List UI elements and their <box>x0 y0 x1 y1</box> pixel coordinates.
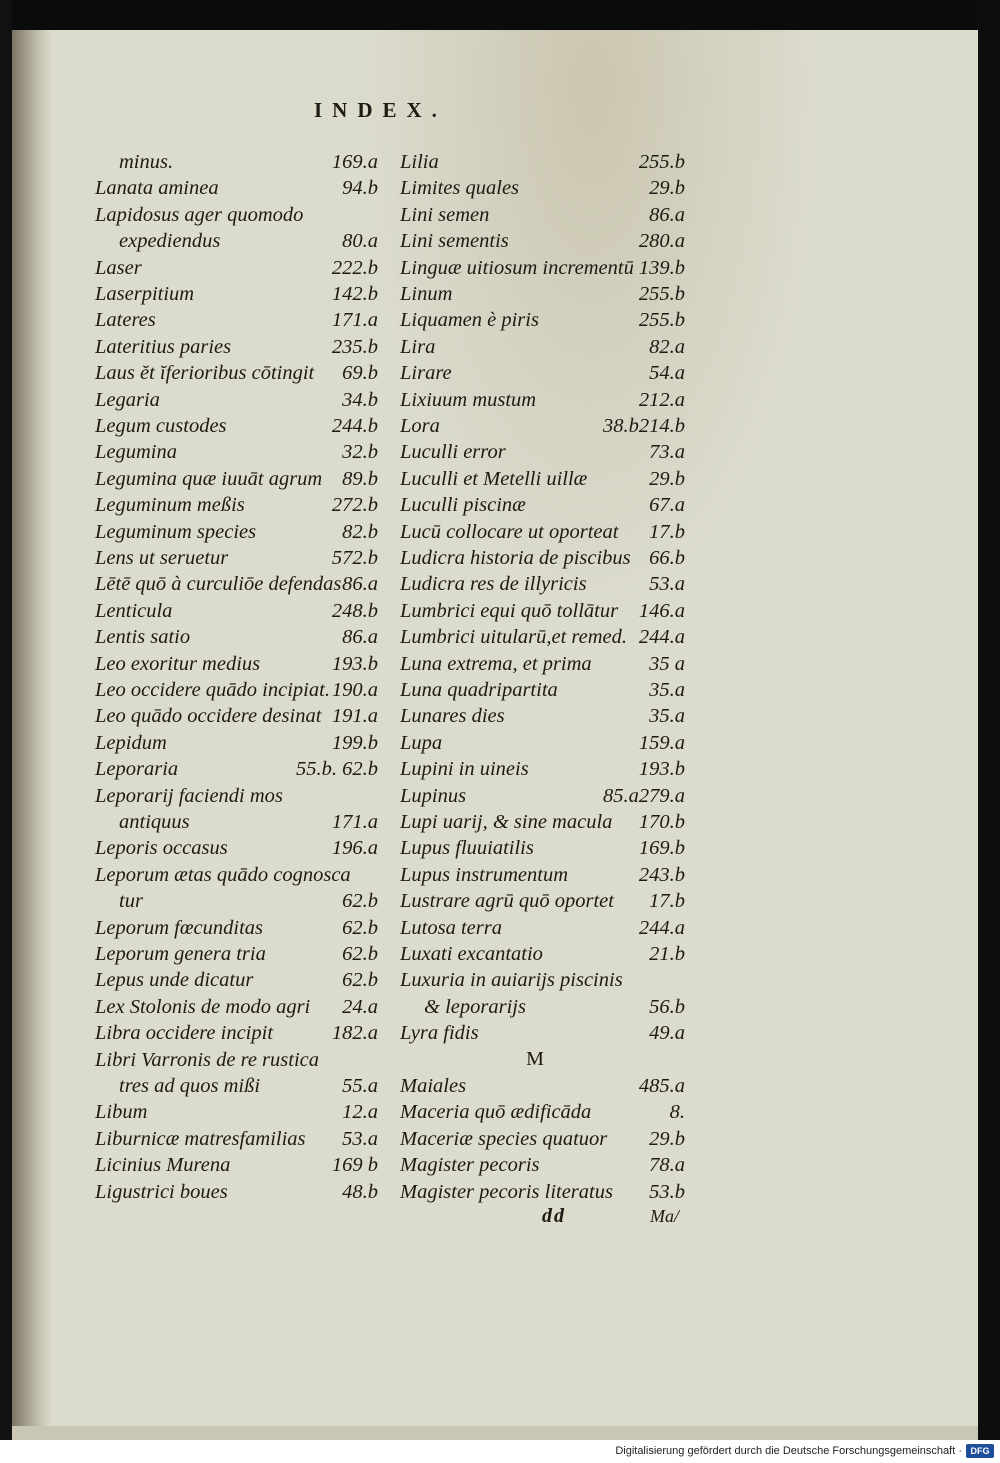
index-term: Lumbrici uitularū,et remed. <box>400 626 628 649</box>
index-term: Lupus fluuiatilis <box>400 837 534 860</box>
index-page-ref: 139.b <box>638 256 685 279</box>
index-term: Luculli error <box>400 441 506 464</box>
index-entry <box>95 835 378 861</box>
index-page-ref: 78.a <box>649 1154 685 1177</box>
index-page-ref: 244.a <box>638 626 685 649</box>
index-term: Laus ĕt ĭferioribus cōtingit <box>95 362 315 385</box>
index-page-ref: 35.a <box>649 679 685 701</box>
index-term: Luna quadripartita <box>400 679 558 701</box>
signature-mark: dd <box>542 1205 566 1227</box>
index-page-ref: 255.b <box>638 283 685 305</box>
index-term: Lupa <box>400 731 443 754</box>
index-term: Luculli et Metelli uillæ <box>400 467 588 490</box>
index-term: Ludicra historia de piscibus <box>400 547 631 569</box>
index-term: Legumina quæ iuuāt agrum <box>95 467 323 490</box>
index-entry <box>400 1073 685 1099</box>
page-bottom-edge <box>12 1426 978 1440</box>
index-entry <box>95 1073 378 1099</box>
index-term: Lora <box>400 415 440 437</box>
index-term: Legumina <box>95 441 177 464</box>
index-entry <box>400 334 685 360</box>
index-page-ref: 17.b <box>649 520 685 543</box>
index-term: Ligustrici boues <box>95 1180 228 1203</box>
index-entry <box>95 202 378 228</box>
index-page-ref: 171.a <box>331 309 378 332</box>
index-page-ref: 89.b <box>342 467 378 490</box>
index-page-ref: 38.b214.b <box>603 415 685 437</box>
index-term: Leporum ætas quādo cognosca <box>95 863 351 886</box>
index-term: Lentis satio <box>95 626 191 649</box>
index-term: Leguminum meßis <box>95 494 245 517</box>
index-entry <box>400 519 685 545</box>
index-term: Lepus unde dicatur <box>95 969 254 992</box>
index-entry <box>400 387 685 413</box>
index-term: Lenticula <box>95 599 173 622</box>
index-entry <box>95 439 378 465</box>
index-entry <box>95 967 378 993</box>
index-term: Lixiuum mustum <box>400 388 537 411</box>
index-term: Lustrare agrū quō oportet <box>400 890 614 913</box>
index-page-ref: 53.a <box>342 1127 378 1150</box>
index-entry <box>95 888 378 914</box>
index-entry <box>400 1179 685 1205</box>
index-page-ref: 67.a <box>649 494 685 517</box>
index-entry <box>400 677 685 703</box>
index-page-ref: 159.a <box>638 731 685 754</box>
index-page-ref: 80.a <box>342 230 378 253</box>
index-page-ref: 55.b. 62.b <box>296 758 378 781</box>
index-term: Luculli piscinæ <box>400 494 526 517</box>
index-term: Legum custodes <box>95 415 227 437</box>
index-term: Leo occidere quādo incipiat. <box>95 679 330 701</box>
index-entry <box>400 967 685 993</box>
index-page-ref: 212.a <box>638 388 685 411</box>
scan-top-border <box>0 0 1000 30</box>
index-page-ref: 222.b <box>331 256 378 279</box>
page-gutter-shadow <box>12 30 52 1440</box>
index-term: Lupini in uineis <box>400 758 529 781</box>
index-page-ref: 182.a <box>331 1022 378 1045</box>
index-page-ref: 199.b <box>331 731 378 754</box>
index-page-ref: 48.b <box>342 1180 378 1203</box>
index-page-ref: 29.b <box>649 1127 685 1150</box>
index-entry <box>95 492 378 518</box>
index-term: Lilia <box>400 151 439 173</box>
index-page-ref: 62.b <box>342 969 378 992</box>
index-term: Maiales <box>400 1075 467 1097</box>
index-entry <box>400 651 685 677</box>
index-page-ref: 272.b <box>331 494 378 517</box>
index-entry <box>400 571 685 597</box>
index-page-ref: 86.a <box>342 626 378 649</box>
index-entry <box>400 888 685 914</box>
index-term: Leo exoritur medius <box>95 652 261 675</box>
index-term: Luxuria in auiarijs piscinis <box>400 969 623 992</box>
index-entry <box>400 598 685 624</box>
index-term: Leporum fœcunditas <box>95 916 263 939</box>
index-entry <box>95 149 378 175</box>
index-page-ref: 193.b <box>331 652 378 675</box>
index-entry <box>95 941 378 967</box>
index-term: Luna extrema, et prima <box>400 652 592 675</box>
index-term: Lētē quō à curculiōe defendas <box>95 573 342 596</box>
index-entry <box>400 228 685 254</box>
index-entry <box>400 703 685 729</box>
index-page-ref: 8. <box>669 1101 685 1124</box>
index-term: Licinius Murena <box>95 1154 231 1177</box>
index-page-ref: 29.b <box>649 467 685 490</box>
index-entry <box>95 281 378 307</box>
index-entry <box>95 519 378 545</box>
index-term: Leporarij faciendi mos <box>95 784 283 807</box>
index-entry <box>400 545 685 571</box>
index-term: tur <box>119 890 143 913</box>
index-term: Laser <box>95 256 142 279</box>
index-term: Lutosa terra <box>400 916 502 939</box>
index-entry <box>95 598 378 624</box>
index-term: Libri Varronis de re rustica <box>95 1048 319 1071</box>
index-term: Limites quales <box>400 177 520 200</box>
index-page-ref: 82.b <box>342 520 378 543</box>
index-page-ref: 146.a <box>638 599 685 622</box>
index-term: Legaria <box>95 388 160 411</box>
index-entry <box>400 307 685 333</box>
index-page-ref: 35 a <box>649 652 685 675</box>
index-page-ref: 85.a279.a <box>603 784 685 807</box>
index-entry <box>95 1179 378 1205</box>
index-term: tres ad quos mißi <box>119 1075 261 1097</box>
index-page-ref: 55.a <box>342 1075 378 1097</box>
index-entry <box>400 492 685 518</box>
scan-right-border <box>978 0 1000 1440</box>
index-term: Magister pecoris literatus <box>400 1180 613 1203</box>
index-page-ref: 17.b <box>649 890 685 913</box>
index-page-ref: 54.a <box>649 362 685 385</box>
index-term: Lex Stolonis de modo agri <box>95 995 311 1018</box>
index-page-ref: 29.b <box>649 177 685 200</box>
index-entry <box>95 1020 378 1046</box>
index-entry <box>400 756 685 782</box>
index-entry <box>400 941 685 967</box>
index-page-ref: 190.a <box>331 679 378 701</box>
index-entry <box>400 994 685 1020</box>
index-entry <box>400 1099 685 1125</box>
index-page-ref: 49.a <box>649 1022 685 1045</box>
index-page-ref: 196.a <box>331 837 378 860</box>
index-entry <box>95 624 378 650</box>
index-term: Lepidum <box>95 731 167 754</box>
index-entry <box>95 994 378 1020</box>
index-page-ref: 191.a <box>331 705 378 728</box>
index-page-ref: 94.b <box>342 177 378 200</box>
index-term: expediendus <box>119 230 221 253</box>
index-entry <box>400 413 685 439</box>
index-term: Lirare <box>400 362 452 385</box>
index-entry <box>400 360 685 386</box>
index-page-ref: 243.b <box>638 863 685 886</box>
index-entry <box>400 149 685 175</box>
index-page-ref: 34.b <box>342 388 378 411</box>
dfg-logo-icon[interactable]: DFG <box>966 1444 994 1458</box>
index-term: Ludicra res de illyricis <box>400 573 587 596</box>
index-entry <box>95 175 378 201</box>
index-page-ref: 62.b <box>342 943 378 965</box>
index-page-ref: 56.b <box>649 995 685 1018</box>
index-term: Linguæ uitiosum incrementū <box>400 256 634 279</box>
index-entry <box>95 862 378 888</box>
index-entry <box>95 1099 378 1125</box>
index-term: minus. <box>119 151 174 173</box>
index-term: Leporum genera tria <box>95 943 266 965</box>
index-entry <box>95 703 378 729</box>
index-page-ref: 73.a <box>649 441 685 464</box>
index-term: Libum <box>95 1101 148 1124</box>
index-term: Lateres <box>95 309 156 332</box>
index-term: Lunares dies <box>400 705 505 728</box>
index-term: Linum <box>400 283 453 305</box>
index-entry <box>95 1047 378 1073</box>
index-page-ref: 12.a <box>342 1101 378 1124</box>
index-term: Lanata aminea <box>95 177 219 200</box>
index-term: Magister pecoris <box>400 1154 540 1177</box>
index-term: Lyra fidis <box>400 1022 479 1045</box>
index-entry <box>400 835 685 861</box>
index-page-ref: 169 b <box>331 1154 378 1177</box>
index-page-ref: 572.b <box>331 547 378 569</box>
index-page-ref: 82.a <box>649 335 685 358</box>
index-page-ref: 62.b <box>342 916 378 939</box>
index-entry <box>95 783 378 809</box>
index-page-ref: 24.a <box>342 995 378 1018</box>
index-entry <box>400 862 685 888</box>
index-term: Libra occidere incipit <box>95 1022 274 1045</box>
index-page-ref: 169.b <box>638 837 685 860</box>
index-entry <box>400 809 685 835</box>
index-term: Lapidosus ager quomodo <box>95 203 304 226</box>
index-entry <box>95 228 378 254</box>
footer-credit: Digitalisierung gefördert durch die Deutsche Forschungsgemeinschaft · <box>615 1445 962 1457</box>
index-entry <box>95 756 378 782</box>
section-letter-m: M <box>526 1048 544 1070</box>
running-head: INDEX. <box>314 98 447 122</box>
index-term: Laserpitium <box>95 283 195 305</box>
index-page-ref: 280.a <box>638 230 685 253</box>
index-entry <box>400 281 685 307</box>
index-page-ref: 244.b <box>331 415 378 437</box>
index-term: antiquus <box>119 811 190 833</box>
index-page-ref: 171.a <box>331 811 378 833</box>
index-term: Lini semen <box>400 203 490 226</box>
index-entry <box>95 730 378 756</box>
index-term: Maceria quō ædificāda <box>400 1101 592 1124</box>
index-term: Leporis occasus <box>95 837 228 860</box>
index-term: Lupi uarij, & sine macula <box>400 811 613 833</box>
index-page-ref: 248.b <box>331 599 378 622</box>
index-term: Lumbrici equi quō tollātur <box>400 599 619 622</box>
index-page-ref: 193.b <box>638 758 685 781</box>
index-page-ref: 66.b <box>649 547 685 569</box>
index-page-ref: 244.a <box>638 916 685 939</box>
index-page-ref: 53.a <box>649 573 685 596</box>
scan-left-border <box>0 0 12 1440</box>
index-page-ref: 170.b <box>638 811 685 833</box>
index-entry <box>95 466 378 492</box>
index-page-ref: 235.b <box>331 335 378 358</box>
index-term: Lens ut seruetur <box>95 547 229 569</box>
index-entry <box>95 255 378 281</box>
index-page-ref: 35.a <box>649 705 685 728</box>
index-page-ref: 53.b <box>649 1180 685 1203</box>
index-entry <box>400 624 685 650</box>
index-entry <box>95 1126 378 1152</box>
index-term: Leo quādo occidere desinat <box>95 705 322 728</box>
index-entry <box>95 307 378 333</box>
index-entry <box>400 466 685 492</box>
index-page-ref: 32.b <box>342 441 378 464</box>
index-page-ref: 255.b <box>638 309 685 332</box>
index-page-ref: 169.a <box>331 151 378 173</box>
index-entry <box>95 387 378 413</box>
index-term: Lupinus <box>400 784 467 807</box>
index-entry <box>95 545 378 571</box>
index-entry <box>95 677 378 703</box>
index-term: Luxati excantatio <box>400 943 543 965</box>
index-entry <box>400 730 685 756</box>
index-term: Lucū collocare ut oporteat <box>400 520 619 543</box>
index-term: Lini sementis <box>400 230 509 253</box>
index-entry <box>95 413 378 439</box>
index-entry <box>400 175 685 201</box>
catchword: Ma/ <box>650 1206 679 1226</box>
index-page-ref: 62.b <box>342 890 378 913</box>
index-entry <box>95 571 378 597</box>
index-term: Lira <box>400 335 436 358</box>
index-term: & leporarijs <box>424 995 526 1018</box>
index-entry <box>400 439 685 465</box>
index-term: Leguminum species <box>95 520 257 543</box>
index-entry <box>95 651 378 677</box>
index-page-ref: 69.b <box>342 362 378 385</box>
digitization-footer <box>0 1440 1000 1463</box>
index-entry <box>400 783 685 809</box>
index-term: Maceriæ species quatuor <box>400 1127 608 1150</box>
index-entry <box>400 1020 685 1046</box>
index-term: Liquamen è piris <box>400 309 539 332</box>
index-entry <box>95 915 378 941</box>
index-page-ref: 86.a <box>342 573 378 596</box>
index-page-ref: 142.b <box>331 283 378 305</box>
index-entry <box>95 1152 378 1178</box>
index-entry <box>95 809 378 835</box>
index-page-ref: 86.a <box>649 203 685 226</box>
index-entry <box>400 202 685 228</box>
index-page-ref: 485.a <box>638 1075 685 1097</box>
index-entry <box>95 334 378 360</box>
index-page-ref: 21.b <box>649 943 685 965</box>
index-term: Liburnicæ matresfamilias <box>95 1127 306 1150</box>
index-entry <box>400 1126 685 1152</box>
index-term: Lateritius paries <box>95 335 232 358</box>
index-entry <box>95 360 378 386</box>
index-entry <box>400 1152 685 1178</box>
index-entry <box>400 255 685 281</box>
index-term: Leporaria <box>95 758 179 781</box>
index-page-ref: 255.b <box>638 151 685 173</box>
index-term: Lupus instrumentum <box>400 863 569 886</box>
index-entry <box>400 915 685 941</box>
